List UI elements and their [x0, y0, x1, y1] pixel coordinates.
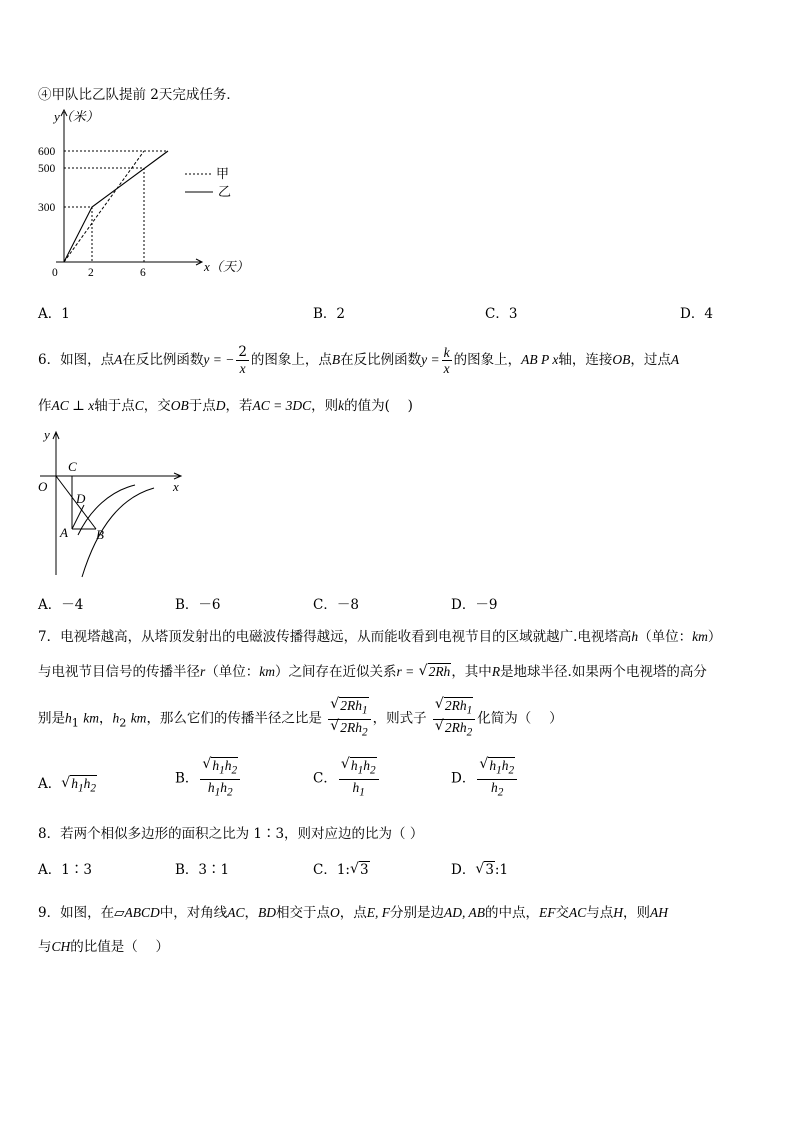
- q7-option-d: D． √ $h_1h_2$ $h_2$: [451, 758, 519, 800]
- q7-earth-radius: R: [491, 664, 501, 679]
- q9-text: 的比值是（ ）: [70, 939, 170, 955]
- q8-option-d-ratio: :1: [494, 862, 509, 878]
- q6-line-1: [38, 344, 679, 376]
- q7-line-3: [38, 698, 563, 743]
- q7-text: 化简为（ ）: [477, 710, 563, 727]
- q8-option-d-text: D．: [451, 862, 476, 878]
- q6-ob: OB: [612, 352, 631, 367]
- q5-option-d: D．4: [680, 306, 713, 322]
- q6-func2-fraction: [442, 345, 452, 376]
- q6-ac-perp: AC ⊥ x: [51, 398, 95, 413]
- q6-point-c: C: [134, 398, 144, 413]
- q7-text: 是地球半径.如果两个电视塔的高分: [500, 664, 707, 680]
- q9-text: ，: [244, 905, 258, 921]
- q5-y-tick-300: 300: [38, 202, 56, 214]
- q5-legend-yi: 乙: [218, 184, 232, 199]
- q6-text: 轴于点: [94, 398, 135, 414]
- q7-h1: h: [65, 710, 72, 726]
- q6-func1-lhs: y = −: [203, 352, 235, 367]
- q9-sides: AD, AB: [444, 905, 485, 920]
- q7-expr-num-sub: 1: [466, 704, 473, 717]
- q5-option-b: B．2: [313, 306, 346, 322]
- q6-func1-num: 2: [238, 344, 247, 360]
- q9-text: 交: [555, 905, 569, 921]
- q9-text: 9．如图，在: [38, 905, 115, 921]
- q7-unit-km: km: [259, 664, 276, 679]
- q8-question: 8．若两个相似多边形的面积之比为 1∶3，则对应边的比为（ ）: [38, 826, 424, 842]
- q6-ob: OB: [170, 398, 189, 413]
- q5-x-tick-0: 0: [52, 267, 58, 279]
- q9-text: 与: [38, 939, 52, 955]
- q7-option-b: B． √ $h_1h_2$ $h_1h_2$: [175, 758, 242, 800]
- q7-text: 别是: [38, 710, 65, 727]
- q7-unit-km: km: [130, 710, 147, 726]
- q7-ratio-num-sub: 1: [361, 704, 368, 717]
- q7-text: ）之间存在近似关系: [275, 664, 397, 680]
- q6-point-d: D: [215, 398, 226, 413]
- q6-text: 在反比例函数: [340, 352, 422, 368]
- q5-option-c: C．3: [485, 306, 518, 322]
- q9-bd: BD: [258, 905, 276, 920]
- q5-statement-4: ④甲队比乙队提前 2天完成任务．: [38, 87, 240, 103]
- q7-r: r: [200, 664, 206, 679]
- q6-text: ，则: [311, 398, 339, 414]
- q9-text: 中，对角线: [159, 905, 228, 921]
- q5-y-tick-500: 500: [38, 163, 56, 175]
- q6-label-x: x: [173, 479, 179, 494]
- q9-text: 的中点，: [485, 905, 539, 921]
- q6-func2-den: x: [443, 361, 450, 376]
- q7-h1-sub: 1: [71, 716, 79, 730]
- q9-point-h: H: [613, 905, 624, 920]
- q9-text: 与点: [586, 905, 614, 921]
- q6-point-a: A: [114, 352, 123, 367]
- q6-point-a: A: [670, 352, 680, 367]
- q6-func2-num: k: [443, 345, 450, 360]
- q7-unit-km: km: [692, 629, 708, 644]
- q7-text: ，其中: [451, 664, 492, 680]
- q6-text: ，若: [225, 398, 253, 414]
- q9-parallelogram: ▱ABCD: [114, 905, 160, 920]
- q7-text: 7．电视塔越高，从塔顶发射出的电磁波传播得越远，从而能收看到电视节目的区域就越广.电视塔高: [38, 629, 632, 645]
- q9-points-ef: E, F: [366, 905, 390, 920]
- q6-func1-den: x: [239, 361, 246, 376]
- q9-ac: AC: [227, 905, 245, 920]
- q6-func1-fraction: [236, 345, 249, 376]
- q7-h2-sub: 2: [119, 716, 127, 730]
- q7-expr-den: 2Rh: [444, 719, 467, 735]
- q6-text: 的图象上，: [453, 352, 522, 368]
- q7-ratio-fraction: √ $2Rh_1$ √ $2Rh_2$: [328, 698, 370, 740]
- q6-ab-parallel-x: AB P x: [521, 352, 559, 367]
- q6-option-a: A．－4: [38, 597, 84, 613]
- q6-label-b: B: [96, 527, 104, 542]
- q6-option-b: B．－6: [175, 597, 221, 613]
- q9-text: ，则: [623, 905, 651, 921]
- q6-label-d: D: [76, 491, 86, 506]
- q6-line-2: [38, 394, 413, 414]
- q6-curve-inner: [78, 485, 135, 535]
- q6-text: 6．如图，点: [38, 352, 115, 368]
- q6-figure: [30, 425, 200, 580]
- q6-label-c: C: [68, 459, 77, 474]
- q7-text: ）: [707, 629, 722, 645]
- q7-expression-fraction: √ $2Rh_1$ √ $2Rh_2$: [433, 698, 475, 740]
- q6-label-y: y: [44, 427, 50, 442]
- q6-text: 的图象上，点: [250, 352, 332, 368]
- q6-text: 于点: [188, 398, 216, 414]
- q7-text: ，那么它们的传播半径之比是: [146, 710, 322, 727]
- q8-option-d: D． √ 3:1: [451, 861, 509, 878]
- q8-option-c-text: C．1:: [313, 862, 350, 878]
- q6-label-o: O: [38, 479, 48, 494]
- q7-ratio-num: 2Rh: [340, 698, 362, 713]
- q5-option-a: A．1: [38, 306, 70, 322]
- q8-option-c: C．1: √ 3: [313, 861, 369, 878]
- q7-expr-num: 2Rh: [444, 698, 467, 713]
- q7-formula-lhs: r =: [396, 664, 415, 679]
- q6-k: k: [338, 398, 345, 413]
- q7-line-1: [38, 625, 721, 645]
- q5-legend-jia: 甲: [216, 166, 230, 181]
- q8-option-d-radicand: 3: [485, 862, 494, 878]
- q7-option-a-label: A．: [38, 776, 62, 792]
- q6-condition: AC = 3DC: [252, 398, 312, 413]
- q7-formula-sqrt: √ 2Rh: [418, 663, 451, 679]
- q9-line-1: [38, 901, 668, 921]
- q7-text: （单位：: [638, 629, 693, 645]
- q5-graph: [30, 104, 260, 284]
- q8-option-c-radicand: 3: [359, 862, 369, 878]
- q6-text: 在反比例函数: [122, 352, 204, 368]
- q7-unit-km: km: [83, 710, 99, 726]
- q6-text: 作: [38, 398, 52, 414]
- q9-ah: AH: [650, 905, 669, 920]
- q8-option-b: B．3∶1: [175, 862, 230, 878]
- q9-ef: EF: [539, 905, 556, 920]
- q7-text: 与电视节目信号的传播半径: [38, 664, 200, 680]
- q7-h2: h: [112, 710, 120, 726]
- q9-ac: AC: [569, 905, 587, 920]
- q5-x-tick-6: 6: [140, 267, 146, 279]
- q7-option-d-label: D．: [451, 770, 476, 787]
- q7-option-c: C． √ $h_1h_2$ $h_1$: [313, 758, 381, 800]
- q7-expr-den-sub: 2: [466, 726, 473, 739]
- q5-x-label: x（天）: [204, 259, 249, 274]
- q9-line-2: [38, 935, 169, 955]
- q6-text: ，交: [143, 398, 171, 414]
- q9-text: 相交于点: [276, 905, 330, 921]
- q7-text: （单位：: [205, 664, 260, 680]
- q6-label-a: A: [60, 525, 68, 540]
- q7-ratio-den-sub: 2: [361, 726, 368, 739]
- q7-option-b-label: B．: [175, 770, 199, 787]
- q9-text: 分别是边: [390, 905, 444, 921]
- q6-curve-outer: [82, 488, 154, 577]
- q6-option-d: D．－9: [451, 597, 498, 613]
- q6-text: 的值为( ): [344, 398, 413, 414]
- q6-point-b: B: [331, 352, 341, 367]
- q9-point-o: O: [330, 905, 340, 920]
- q6-segment-ad: [72, 505, 84, 529]
- q5-x-tick-2: 2: [88, 267, 94, 279]
- q7-option-a: A． √ $h_1h_2$: [38, 775, 96, 795]
- q5-y-label: y（米）: [54, 109, 99, 124]
- q7-option-c-label: C．: [313, 770, 337, 787]
- q7-h: h: [631, 629, 639, 644]
- q8-option-a: A．1∶3: [38, 862, 92, 878]
- q9-text: ，点: [339, 905, 367, 921]
- q5-y-tick-600: 600: [38, 146, 56, 158]
- q7-text: ，则式子: [372, 710, 427, 727]
- q7-line-2: [38, 660, 707, 680]
- q6-option-c: C．－8: [313, 597, 359, 613]
- q6-text: ，过点: [630, 352, 671, 368]
- q7-formula-radicand: 2Rh: [428, 664, 451, 679]
- q6-func2-lhs: y =: [421, 352, 440, 367]
- q6-text: 轴，连接: [558, 352, 613, 368]
- q7-ratio-den: 2Rh: [340, 719, 362, 735]
- q7-text: ，: [98, 710, 113, 727]
- q9-ch: CH: [51, 939, 71, 954]
